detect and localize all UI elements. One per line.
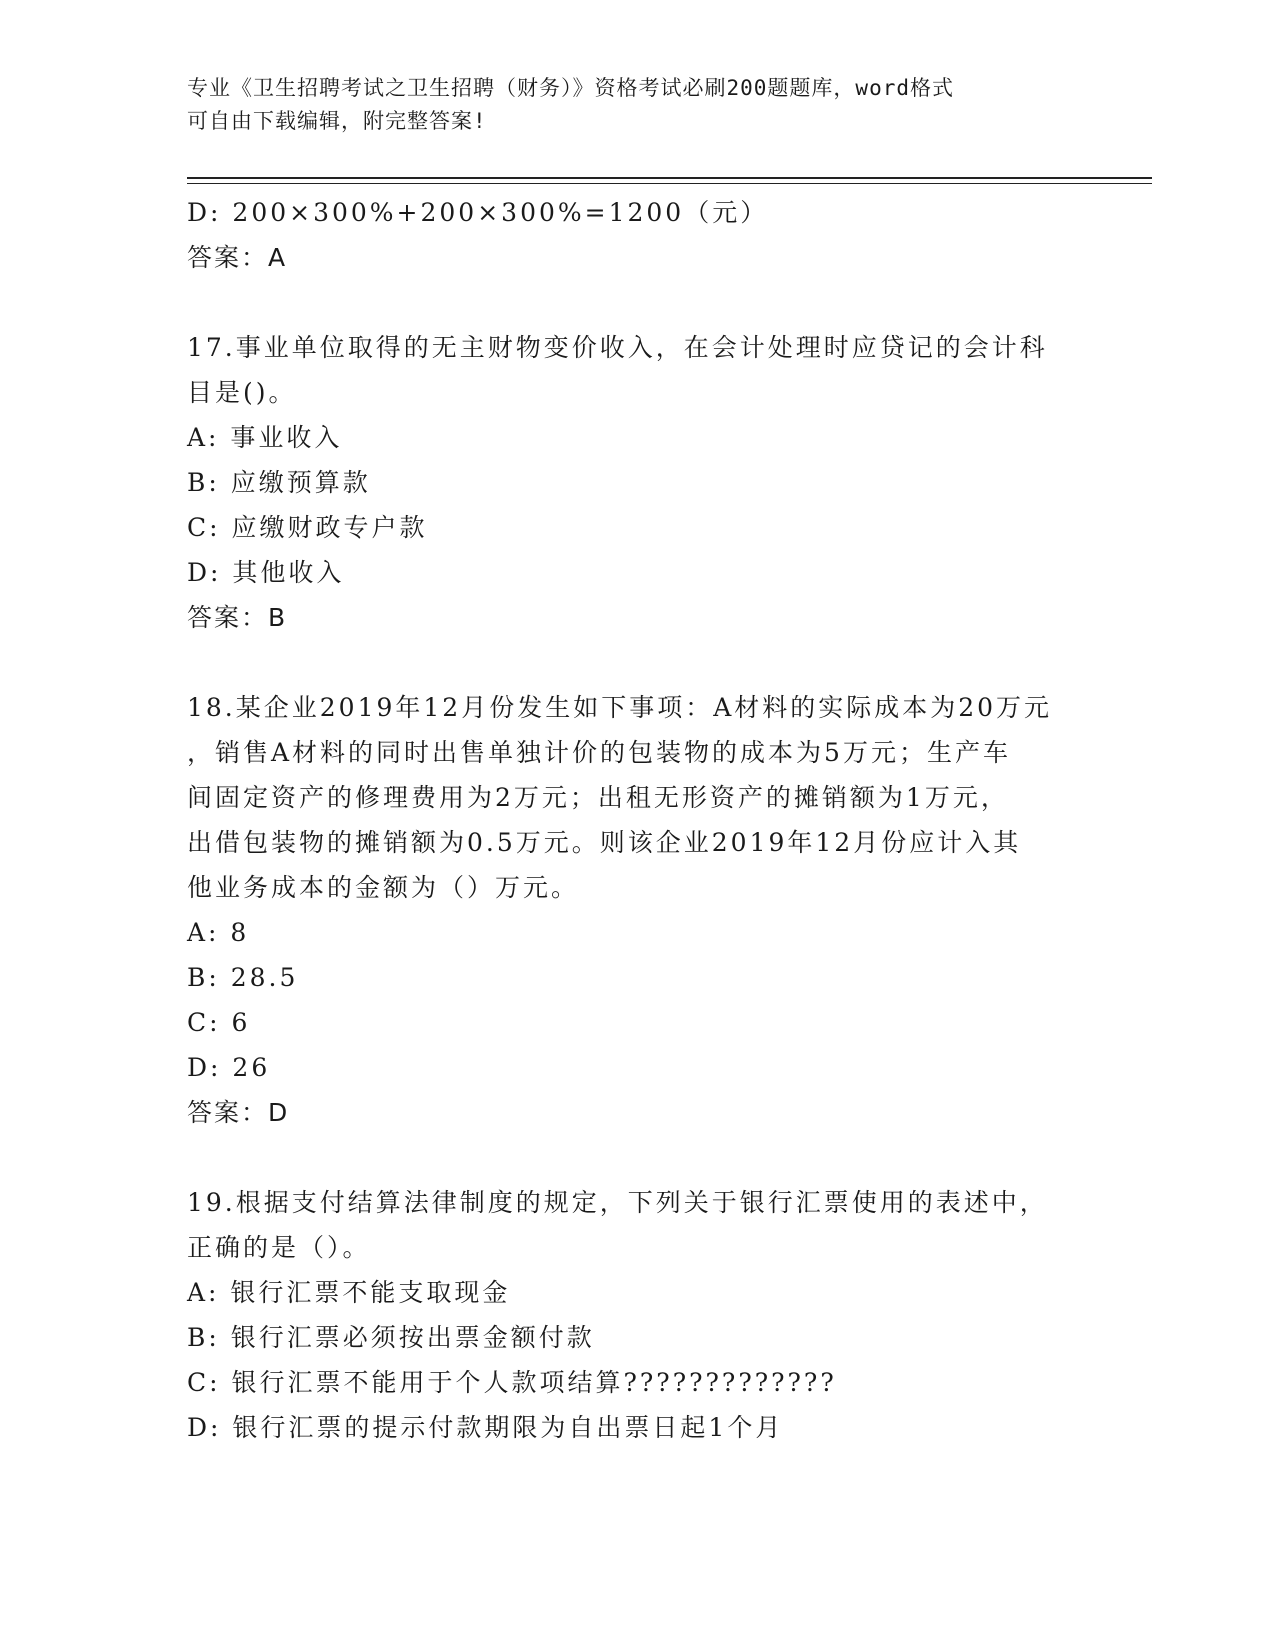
option-b: B: 应缴预算款 (187, 468, 371, 497)
option-d: D: 200×300%+200×300%=1200（元） (187, 198, 769, 227)
question-stem: 目是()。 (187, 378, 297, 407)
answer-label: 答案：B (187, 603, 288, 632)
answer-label: 答案：D (187, 1098, 290, 1127)
header-line-1: 专业《卫生招聘考试之卫生招聘（财务）》资格考试必刷200题题库，word格式 (187, 76, 954, 100)
option-d: D: 银行汇票的提示付款期限为自出票日起1个月 (187, 1413, 784, 1442)
option-b: B: 28.5 (187, 963, 299, 992)
header-rule-thin (187, 183, 1152, 184)
question-stem: 19.根据支付结算法律制度的规定，下列关于银行汇票使用的表述中， (187, 1188, 1048, 1217)
question-stem: 18.某企业2019年12月份发生如下事项：A材料的实际成本为20万元 (187, 693, 1053, 722)
question-17 (187, 325, 1087, 640)
question-stem: 正确的是（）。 (187, 1233, 371, 1262)
question-18 (187, 685, 1087, 1135)
document-header (187, 72, 1087, 138)
answer-label: 答案：A (187, 243, 288, 272)
question-stem: 他业务成本的金额为（）万元。 (187, 873, 580, 902)
option-b: B: 银行汇票必须按出票金额付款 (187, 1323, 595, 1352)
option-a: A: 事业收入 (187, 423, 343, 452)
question-stem: 17.事业单位取得的无主财物变价收入，在会计处理时应贷记的会计科 (187, 333, 1048, 362)
header-rule-thick (187, 177, 1152, 179)
option-d: D: 其他收入 (187, 558, 345, 587)
prev-question-tail (187, 190, 1087, 280)
option-d: D: 26 (187, 1053, 271, 1082)
option-c: C: 6 (187, 1008, 251, 1037)
option-a: A: 银行汇票不能支取现金 (187, 1278, 511, 1307)
document-body (187, 190, 1087, 1450)
question-19 (187, 1180, 1087, 1450)
option-a: A: 8 (187, 918, 250, 947)
question-stem: ，销售A材料的同时出售单独计价的包装物的成本为5万元；生产车 (187, 738, 1011, 767)
question-stem: 间固定资产的修理费用为2万元；出租无形资产的摊销额为1万元， (187, 783, 1009, 812)
option-c: C: 应缴财政专户款 (187, 513, 428, 542)
option-c: C: 银行汇票不能用于个人款项结算????????????? (187, 1368, 837, 1397)
question-stem: 出借包装物的摊销额为0.5万元。则该企业2019年12月份应计入其 (187, 828, 1022, 857)
header-line-2: 可自由下载编辑，附完整答案! (187, 109, 487, 133)
